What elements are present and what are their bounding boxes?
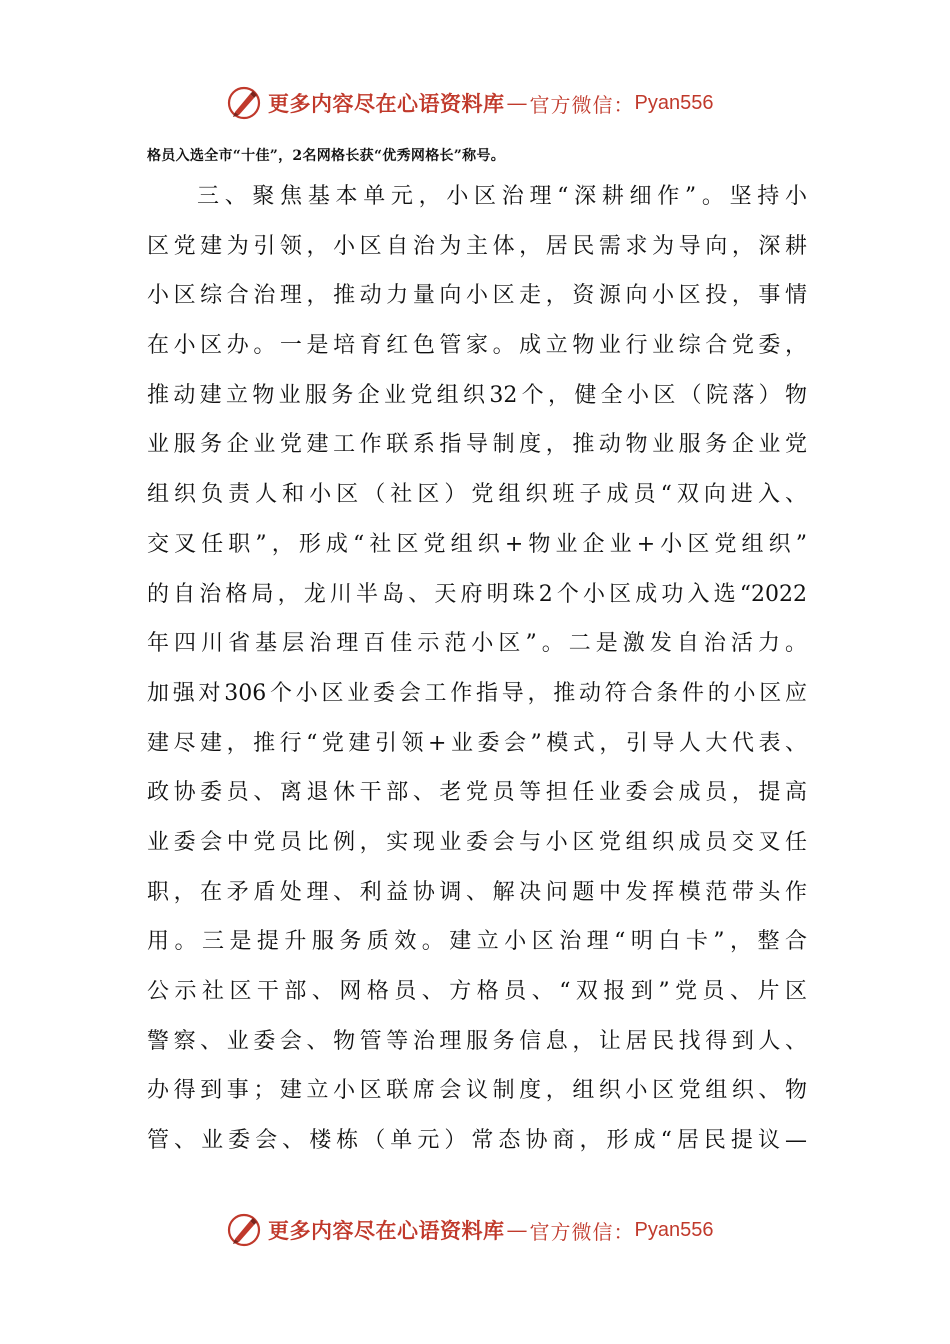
body-line: 业服务企业党建工作联系指导制度，推动物业服务企业党 xyxy=(147,432,807,458)
body-line: 职，在矛盾处理、利益协调、解决问题中发挥模范带头作 xyxy=(147,879,807,905)
watermark-wechat-handle: Pyan556 xyxy=(634,91,714,114)
body-line: 在小区办。一是培育红色管家。成立物业行业综合党委， xyxy=(147,333,807,359)
body-line: 办得到事；建立小区联席会议制度，组织小区党组织、物 xyxy=(147,1078,807,1104)
body-line: 组织负责人和小区（社区）党组织班子成员“双向进入、 xyxy=(147,482,807,508)
pen-logo-icon xyxy=(226,1212,262,1248)
body-line: 年四川省基层治理百佳示范小区”。二是激发自治活力。 xyxy=(147,631,807,657)
body-line: 业委会中党员比例，实现业委会与小区党组织成员交叉任 xyxy=(147,829,807,855)
footer-watermark xyxy=(226,1210,713,1250)
body-line: 的自治格局，龙川半岛、天府明珠2个小区成功入选“2022 xyxy=(147,581,807,607)
body-line: 推动建立物业服务企业党组织32个，健全小区（院落）物 xyxy=(147,382,807,408)
watermark-dash: — xyxy=(506,91,526,115)
watermark-brand: 更多内容尽在心语资料库 xyxy=(268,91,505,116)
watermark-official-label: 官方微信： xyxy=(529,92,635,117)
body-line: 区党建为引领，小区自治为主体，居民需求为导向，深耕 xyxy=(147,233,807,259)
body-line: 管、业委会、楼栋（单元）常态协商，形成“居民提议— xyxy=(147,1128,807,1154)
body-line: 加强对306个小区业委会工作指导，推动符合条件的小区应 xyxy=(147,680,807,706)
header-watermark xyxy=(226,83,713,123)
body-line: 交叉任职”，形成“社区党组织+物业企业+小区党组织” xyxy=(147,531,807,557)
body-line: 公示社区干部、网格员、方格员、“双报到”党员、片区 xyxy=(147,979,807,1004)
body-line: 三、聚焦基本单元，小区治理“深耕细作”。坚持小 xyxy=(197,184,807,209)
body-line: 警察、业委会、物管等治理服务信息，让居民找得到人、 xyxy=(147,1028,807,1054)
watermark-brand: 更多内容尽在心语资料库 xyxy=(268,1218,505,1243)
body-paragraph xyxy=(147,172,807,1166)
watermark-dash: — xyxy=(506,1218,526,1242)
watermark-wechat-handle: Pyan556 xyxy=(634,1218,714,1241)
body-line: 小区综合治理，推动力量向小区走，资源向小区投，事情 xyxy=(147,283,807,309)
carryover-line: 格员入选全市“十佳”，2名网格长获“优秀网格长”称号。 xyxy=(147,148,506,164)
body-line: 建尽建，推行“党建引领+业委会”模式，引导人大代表、 xyxy=(147,730,807,756)
body-line: 政协委员、离退休干部、老党员等担任业委会成员，提高 xyxy=(147,780,807,806)
body-line: 用。三是提升服务质效。建立小区治理“明白卡”，整合 xyxy=(147,929,807,955)
pen-logo-icon xyxy=(226,85,262,121)
watermark-official-label: 官方微信： xyxy=(529,1219,635,1244)
